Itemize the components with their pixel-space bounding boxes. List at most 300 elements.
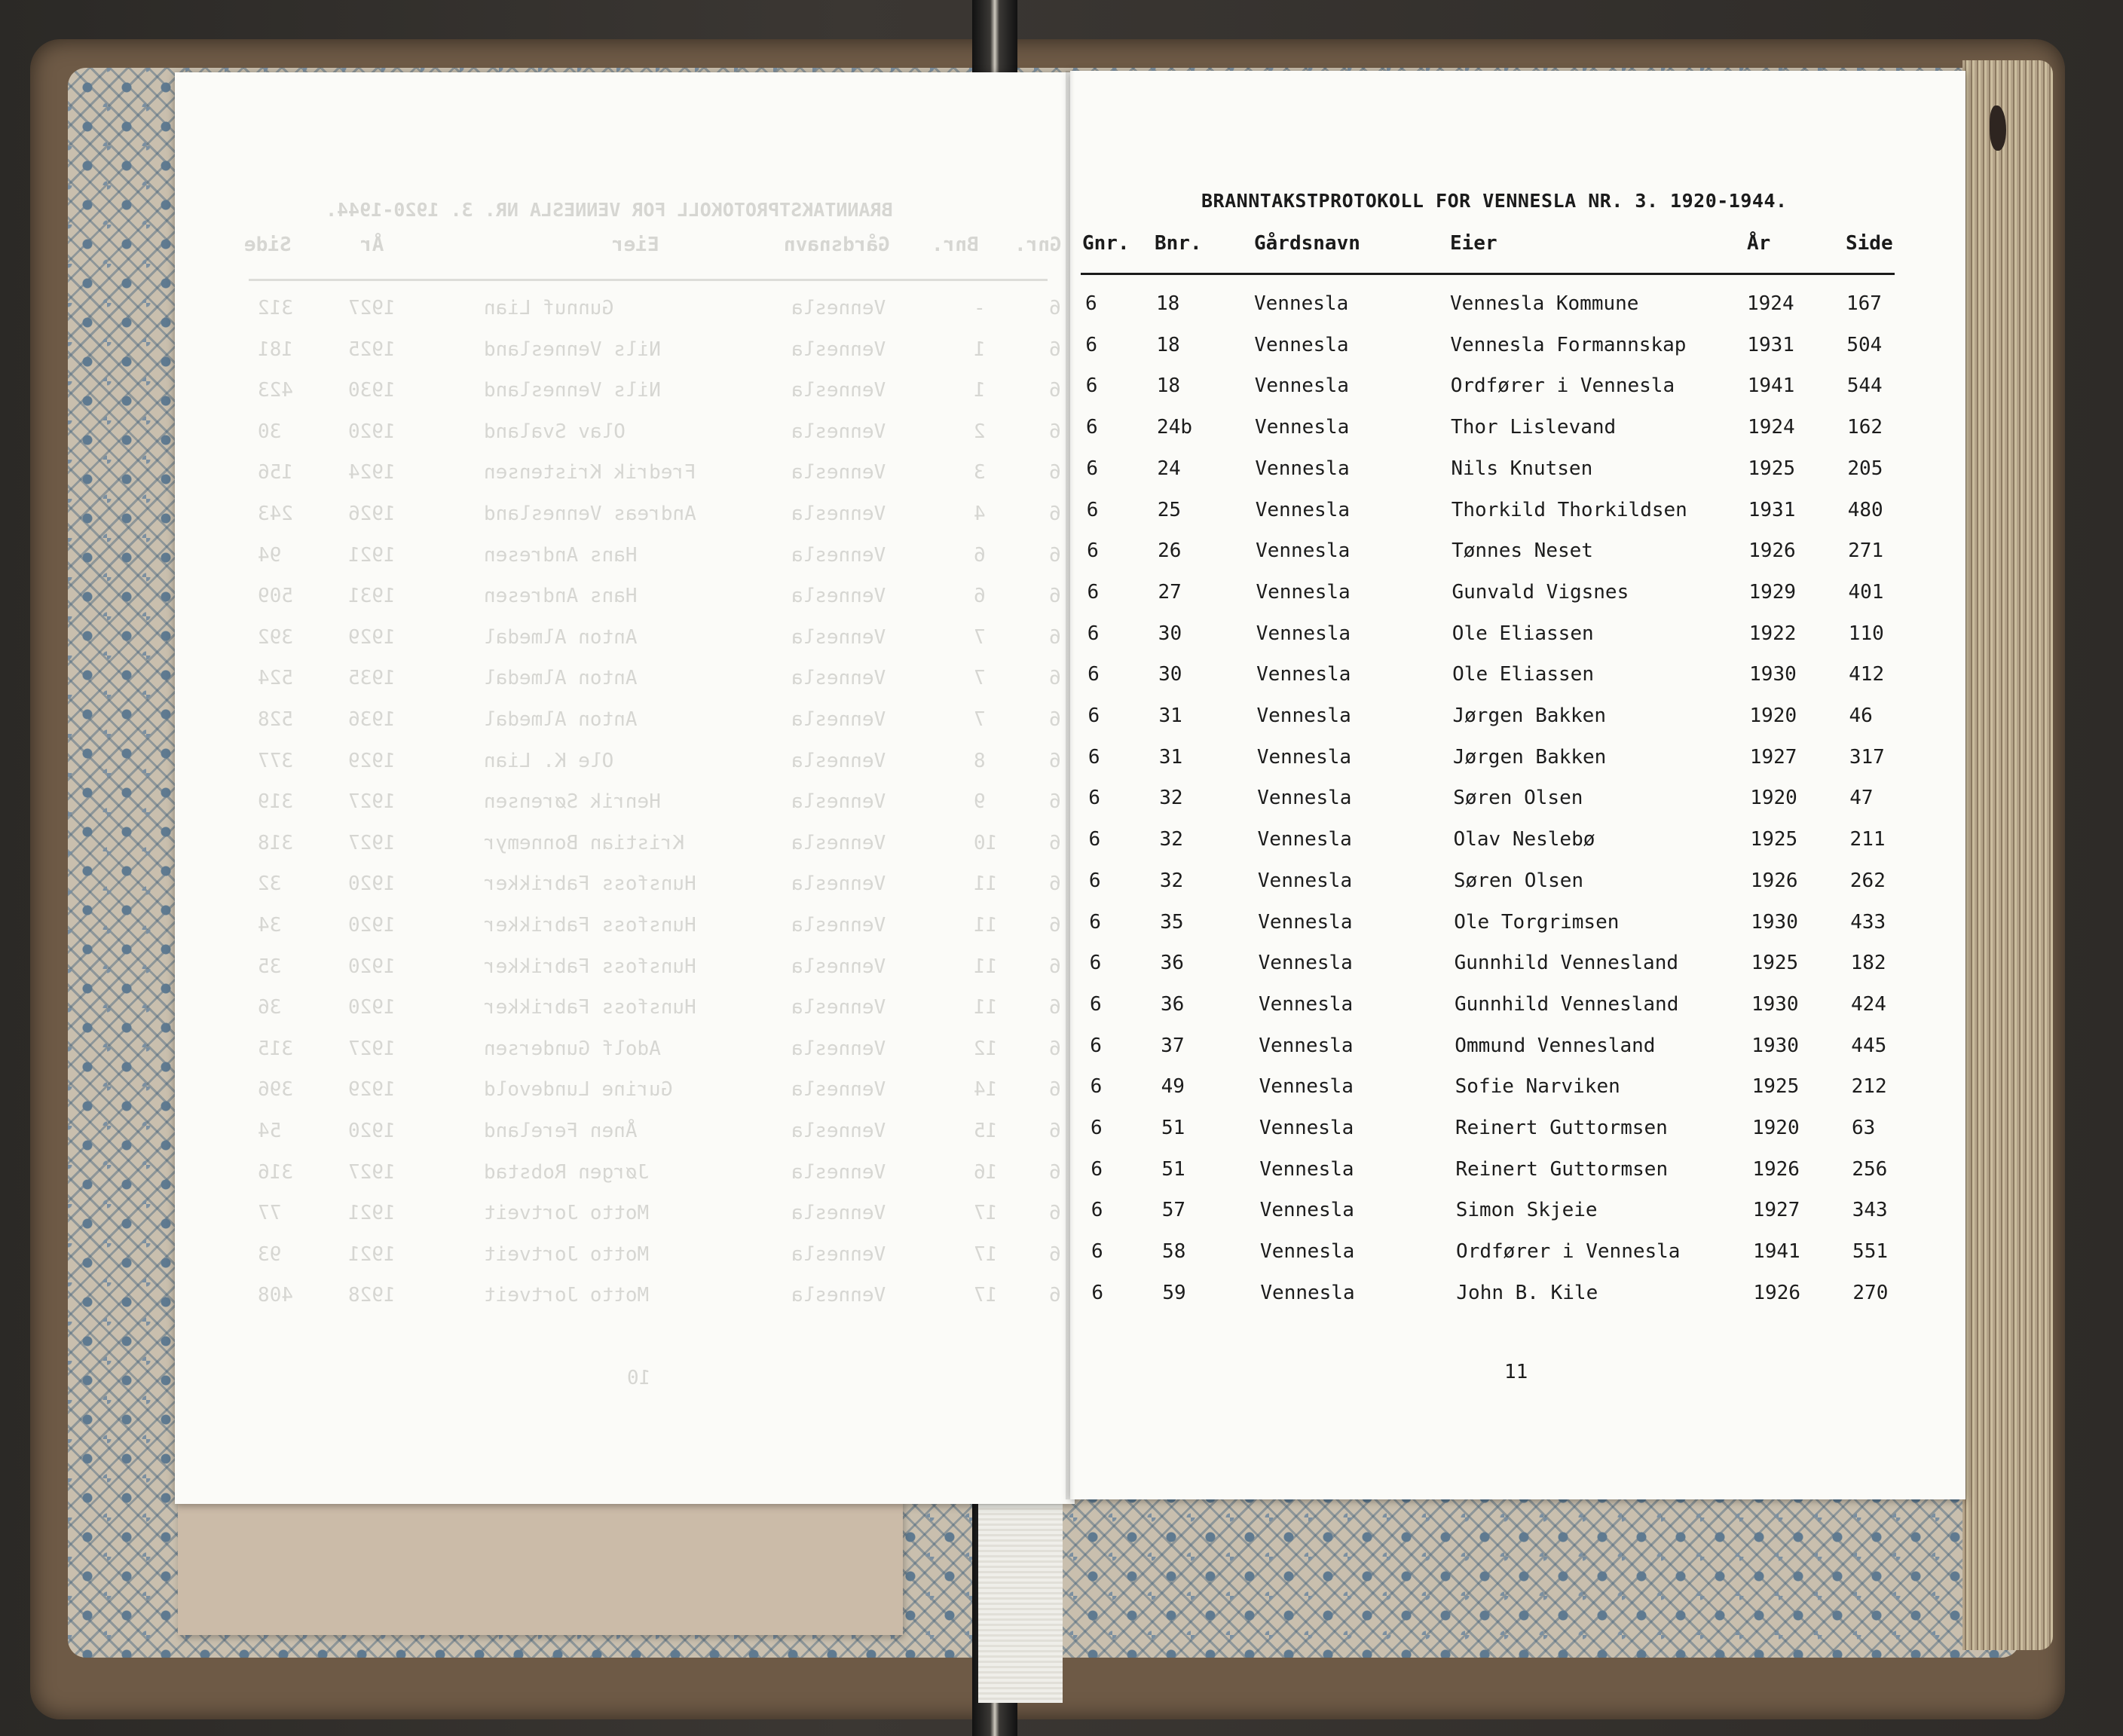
cell-eier: Søren Olsen: [1453, 787, 1583, 810]
showthrough-cell-gardsnavn: Vennesla: [791, 1242, 886, 1266]
showthrough-cell-gnr: 6: [1049, 1078, 1061, 1102]
cell-side: 504: [1846, 333, 1883, 356]
cell-eier: Simon Skjeie: [1455, 1199, 1598, 1222]
cell-bnr: 37: [1161, 1034, 1185, 1057]
showthrough-cell-gnr: 6: [1049, 338, 1061, 361]
showthrough-header-gnr: Gnr.: [1014, 234, 1062, 256]
showthrough-cell-ar: 1931: [348, 585, 396, 608]
cell-bnr: 30: [1158, 622, 1182, 645]
cell-eier: Gunvald Vigsnes: [1452, 580, 1629, 604]
showthrough-cell-bnr: 17: [974, 1202, 998, 1225]
cell-side: 480: [1847, 498, 1883, 521]
showthrough-cell-side: 423: [258, 379, 293, 402]
cell-ar: 1924: [1747, 292, 1794, 315]
showthrough-cell-bnr: 8: [974, 749, 986, 772]
showthrough-cell-ar: 1920: [348, 914, 396, 937]
cell-eier: Sofie Narviken: [1455, 1075, 1620, 1099]
cell-eier: John B. Kile: [1456, 1281, 1598, 1304]
showthrough-cell-gardsnavn: Vennesla: [791, 790, 886, 814]
cell-eier: Reinert Guttormsen: [1455, 1157, 1669, 1181]
showthrough-cell-eier: Jørgen Robstad: [484, 1160, 650, 1184]
showthrough-cell-side: 30: [258, 420, 282, 443]
cell-eier: Vennesla Kommune: [1450, 292, 1639, 315]
showthrough-cell-eier: Hunsfoss Fabrikker: [484, 914, 696, 937]
showthrough-cell-bnr: 10: [974, 831, 998, 854]
showthrough-cell-bnr: 16: [974, 1160, 998, 1184]
showthrough-cell-bnr: 6: [974, 543, 986, 567]
showthrough-cell-gnr: 6: [1049, 667, 1061, 690]
showthrough-cell-ar: 1920: [348, 873, 396, 896]
showthrough-cell-side: 528: [258, 708, 293, 731]
cell-ar: 1922: [1748, 622, 1797, 645]
showthrough-cell-bnr: 9: [974, 790, 986, 814]
cell-ar: 1926: [1750, 869, 1798, 892]
cell-bnr: 51: [1161, 1117, 1185, 1139]
showthrough-cell-eier: Gurine Lundevold: [484, 1078, 673, 1102]
cell-bnr: 31: [1158, 745, 1183, 769]
inserted-sheet-stub: [178, 1499, 903, 1635]
showthrough-cell-eier: Hunsfoss Fabrikker: [484, 873, 696, 896]
cell-ar: 1930: [1751, 1034, 1799, 1057]
showthrough-header-bnr: Bnr.: [931, 234, 979, 256]
showthrough-cell-eier: Henrik Sørensen: [484, 790, 661, 814]
showthrough-cell-bnr: 3: [974, 461, 986, 484]
cell-eier: Jørgen Bakken: [1452, 704, 1606, 727]
cell-ar: 1925: [1750, 828, 1798, 851]
showthrough-cell-gardsnavn: Vennesla: [791, 873, 886, 896]
header-gardsnavn: Gårdsnavn: [1254, 232, 1360, 255]
cell-gardsnavn: Vennesla: [1256, 622, 1351, 645]
showthrough-rule: [249, 279, 1048, 281]
cell-gnr: 6: [1086, 498, 1099, 521]
cell-eier: Ole Torgrimsen: [1454, 910, 1620, 934]
showthrough-cell-side: 93: [258, 1242, 282, 1266]
cell-side: 343: [1852, 1199, 1888, 1222]
showthrough-cell-gardsnavn: Vennesla: [791, 1202, 886, 1225]
showthrough-cell-bnr: 7: [974, 708, 986, 731]
cell-eier: Søren Olsen: [1453, 869, 1584, 892]
cell-eier: Thorkild Thorkildsen: [1451, 498, 1687, 521]
showthrough-cell-gardsnavn: Vennesla: [791, 1160, 886, 1184]
cell-eier: Nils Knutsen: [1451, 457, 1593, 480]
showthrough-cell-eier: Andreas Vennesland: [484, 503, 696, 525]
cell-gardsnavn: Vennesla: [1259, 1157, 1354, 1181]
header-gnr: Gnr.: [1082, 232, 1130, 255]
showthrough-cell-side: 94: [258, 543, 282, 567]
cell-ar: 1930: [1749, 663, 1797, 686]
showthrough-cell-side: 408: [258, 1284, 293, 1307]
showthrough-cell-gnr: 6: [1049, 996, 1061, 1019]
cell-ar: 1924: [1748, 416, 1795, 439]
cell-bnr: 18: [1156, 374, 1180, 398]
cell-gardsnavn: Vennesla: [1255, 416, 1350, 439]
showthrough-cell-gnr: 6: [1049, 1037, 1061, 1060]
cell-gardsnavn: Vennesla: [1259, 1075, 1354, 1099]
showthrough-page-number: 10: [627, 1367, 651, 1389]
header-bnr: Bnr.: [1155, 232, 1202, 255]
cell-ar: 1931: [1748, 498, 1796, 521]
showthrough-cell-gnr: 6: [1049, 831, 1061, 854]
cell-eier: Vennesla Formannskap: [1450, 333, 1687, 356]
showthrough-cell-gardsnavn: Vennesla: [791, 625, 886, 649]
cell-bnr: 24b: [1157, 416, 1193, 439]
cell-bnr: 18: [1156, 333, 1180, 356]
cell-bnr: 35: [1160, 910, 1184, 934]
showthrough-cell-ar: 1928: [348, 1284, 396, 1307]
cell-bnr: 27: [1158, 580, 1182, 604]
cell-gnr: 6: [1087, 622, 1100, 645]
showthrough-cell-side: 34: [258, 914, 282, 937]
showthrough-cell-gnr: 6: [1049, 543, 1061, 567]
cell-eier: Ordfører i Vennesla: [1456, 1240, 1681, 1264]
cell-bnr: 31: [1158, 704, 1182, 727]
cell-side: 256: [1852, 1157, 1888, 1181]
cell-gardsnavn: Vennesla: [1260, 1240, 1355, 1264]
showthrough-cell-eier: Olav Svaland: [484, 420, 626, 443]
cell-gnr: 6: [1086, 416, 1098, 439]
cell-ar: 1930: [1751, 992, 1799, 1016]
cell-gnr: 6: [1088, 828, 1101, 851]
cell-side: 63: [1852, 1117, 1876, 1139]
showthrough-cell-gardsnavn: Vennesla: [791, 379, 886, 402]
showthrough-heading: BRANNTAKSTPROTOKOLL FOR VENNESLA NR. 3. 1920-1944.: [326, 199, 893, 221]
left-page: [175, 72, 1075, 1504]
cell-gnr: 6: [1091, 1281, 1104, 1304]
showthrough-cell-bnr: 14: [974, 1078, 998, 1102]
showthrough-cell-ar: 1920: [348, 1120, 396, 1142]
showthrough-cell-side: 312: [258, 297, 293, 319]
cell-ar: 1929: [1748, 580, 1797, 604]
showthrough-cell-eier: Motto Jortveit: [484, 1242, 650, 1266]
showthrough-cell-bnr: 2: [974, 420, 986, 443]
showthrough-cell-gnr: 6: [1049, 1160, 1061, 1184]
cell-ar: 1920: [1750, 787, 1797, 810]
cell-bnr: 49: [1161, 1075, 1185, 1099]
showthrough-cell-bnr: 12: [974, 1037, 998, 1060]
showthrough-cell-bnr: 1: [974, 338, 986, 361]
showthrough-header-ar: År: [360, 234, 384, 256]
cell-gnr: 6: [1088, 787, 1100, 810]
showthrough-cell-gardsnavn: Vennesla: [791, 420, 886, 443]
cell-eier: Ommund Vennesland: [1455, 1034, 1656, 1057]
cell-bnr: 51: [1161, 1157, 1185, 1181]
showthrough-cell-gardsnavn: Vennesla: [791, 667, 886, 690]
cell-gnr: 6: [1087, 580, 1100, 604]
showthrough-cell-ar: 1936: [348, 708, 396, 731]
showthrough-cell-gardsnavn: Vennesla: [791, 543, 886, 567]
cell-gnr: 6: [1091, 1199, 1103, 1222]
cell-gardsnavn: Vennesla: [1258, 992, 1354, 1016]
cell-side: 262: [1849, 869, 1886, 892]
cell-ar: 1925: [1751, 1075, 1800, 1099]
showthrough-cell-ar: 1929: [348, 1078, 396, 1102]
cell-gardsnavn: Vennesla: [1256, 580, 1351, 604]
cell-gnr: 6: [1091, 1240, 1103, 1264]
cell-eier: Thor Lislevand: [1451, 416, 1617, 439]
cell-side: 46: [1849, 704, 1873, 727]
showthrough-cell-side: 54: [258, 1120, 282, 1142]
showthrough-cell-bnr: 17: [974, 1242, 998, 1266]
cell-gnr: 6: [1088, 745, 1100, 769]
showthrough-cell-eier: Motto Jortveit: [484, 1202, 650, 1225]
showthrough-cell-gnr: 6: [1049, 749, 1061, 772]
cell-eier: Olav Neslebø: [1453, 828, 1595, 851]
cell-side: 317: [1849, 745, 1885, 769]
cell-bnr: 32: [1159, 869, 1184, 892]
showthrough-cell-ar: 1925: [348, 338, 396, 361]
showthrough-cell-side: 315: [258, 1037, 293, 1060]
cell-gardsnavn: Vennesla: [1259, 1117, 1354, 1139]
showthrough-cell-ar: 1927: [348, 1160, 396, 1184]
cell-gardsnavn: Vennesla: [1259, 1199, 1354, 1222]
showthrough-cell-side: 319: [258, 790, 293, 814]
showthrough-cell-ar: 1921: [348, 1242, 396, 1266]
showthrough-cell-gnr: 6: [1049, 420, 1061, 443]
showthrough-cell-ar: 1927: [348, 790, 396, 814]
cell-bnr: 24: [1157, 457, 1181, 480]
showthrough-cell-bnr: 11: [974, 996, 998, 1019]
cell-eier: Gunnhild Vennesland: [1454, 992, 1679, 1016]
showthrough-cell-ar: 1920: [348, 955, 396, 978]
showthrough-cell-ar: 1921: [348, 543, 396, 567]
cell-side: 424: [1850, 992, 1886, 1016]
showthrough-cell-side: 524: [258, 667, 293, 690]
showthrough-header-gardsnavn: Gårdsnavn: [784, 234, 890, 256]
showthrough-cell-gnr: 6: [1049, 585, 1061, 608]
showthrough-cell-gardsnavn: Vennesla: [791, 1037, 886, 1060]
showthrough-cell-side: 156: [258, 461, 293, 484]
showthrough-cell-gardsnavn: Vennesla: [791, 461, 886, 484]
cell-bnr: 59: [1162, 1281, 1186, 1304]
showthrough-cell-bnr: 11: [974, 914, 998, 937]
showthrough-cell-bnr: 17: [974, 1284, 998, 1307]
cell-side: 205: [1847, 457, 1883, 480]
page-edges: [1962, 60, 2053, 1650]
cell-side: 211: [1849, 828, 1886, 851]
showthrough-cell-bnr: 7: [974, 625, 986, 649]
showthrough-cell-gardsnavn: Vennesla: [791, 831, 886, 854]
showthrough-cell-ar: 1930: [348, 379, 396, 402]
showthrough-cell-gardsnavn: Vennesla: [791, 1284, 886, 1307]
cell-eier: Jørgen Bakken: [1452, 745, 1607, 769]
showthrough-cell-gardsnavn: Vennesla: [791, 297, 886, 319]
cell-gardsnavn: Vennesla: [1255, 498, 1350, 521]
showthrough-cell-gnr: 6: [1049, 1242, 1061, 1266]
showthrough-cell-ar: 1927: [348, 297, 396, 319]
showthrough-cell-gnr: 6: [1049, 1284, 1061, 1307]
cell-gnr: 6: [1090, 1034, 1102, 1057]
cell-bnr: 32: [1159, 787, 1183, 810]
cell-ar: 1920: [1749, 704, 1797, 727]
showthrough-cell-bnr: 7: [974, 667, 986, 690]
spine-tape: [978, 1499, 1063, 1703]
cell-gnr: 6: [1089, 992, 1102, 1016]
showthrough-cell-side: 35: [258, 955, 282, 978]
cell-ar: 1930: [1751, 910, 1798, 934]
showthrough-header-side: Side: [244, 234, 292, 256]
cell-gnr: 6: [1085, 374, 1098, 398]
cell-ar: 1926: [1752, 1157, 1800, 1181]
showthrough-cell-eier: Hunsfoss Fabrikker: [484, 955, 696, 978]
cell-gnr: 6: [1086, 457, 1099, 480]
showthrough-cell-gardsnavn: Vennesla: [791, 585, 886, 608]
cell-gardsnavn: Vennesla: [1256, 663, 1351, 686]
showthrough-cell-gnr: 6: [1049, 461, 1061, 484]
cell-gardsnavn: Vennesla: [1258, 910, 1353, 934]
cell-ar: 1925: [1748, 457, 1796, 480]
showthrough-cell-eier: Fredrik Kristensen: [484, 461, 696, 484]
cell-bnr: 36: [1160, 992, 1185, 1016]
cell-ar: 1926: [1753, 1281, 1801, 1304]
cell-eier: Ole Eliassen: [1452, 622, 1594, 645]
cell-gardsnavn: Vennesla: [1256, 539, 1351, 563]
showthrough-cell-eier: Adolf Gundersen: [484, 1037, 661, 1060]
showthrough-cell-bnr: 6: [974, 585, 986, 608]
showthrough-cell-ar: 1920: [348, 420, 396, 443]
cell-ar: 1931: [1747, 333, 1794, 356]
showthrough-cell-gardsnavn: Vennesla: [791, 996, 886, 1019]
showthrough-cell-side: 36: [258, 996, 282, 1019]
showthrough-cell-gardsnavn: Vennesla: [791, 338, 886, 361]
showthrough-cell-ar: 1924: [348, 461, 396, 484]
showthrough-cell-eier: Hans Andresen: [484, 543, 638, 567]
showthrough-cell-gardsnavn: Vennesla: [791, 1078, 886, 1102]
showthrough-cell-gnr: 6: [1049, 914, 1061, 937]
showthrough-cell-ar: 1926: [348, 503, 396, 525]
cell-side: 270: [1852, 1281, 1889, 1304]
showthrough-cell-eier: Motto Jortveit: [484, 1284, 650, 1307]
showthrough-cell-bnr: -: [974, 297, 986, 319]
showthrough-cell-gnr: 6: [1049, 955, 1061, 978]
showthrough-cell-side: 377: [258, 749, 293, 772]
cell-gardsnavn: Vennesla: [1257, 787, 1352, 810]
cell-gnr: 6: [1085, 333, 1097, 356]
showthrough-cell-gnr: 6: [1049, 873, 1061, 896]
showthrough-header-eier: Eier: [612, 234, 659, 256]
showthrough-cell-gnr: 6: [1049, 708, 1061, 731]
showthrough-cell-ar: 1929: [348, 625, 396, 649]
showthrough-cell-side: 316: [258, 1160, 293, 1184]
showthrough-cell-eier: Gunnuf Lian: [484, 297, 614, 319]
cell-ar: 1941: [1753, 1240, 1800, 1264]
showthrough-cell-ar: 1927: [348, 1037, 396, 1060]
showthrough-cell-side: 318: [258, 831, 293, 854]
cell-eier: Reinert Guttormsen: [1455, 1117, 1668, 1139]
showthrough-cell-gnr: 6: [1049, 1202, 1061, 1225]
showthrough-cell-side: 509: [258, 585, 293, 608]
showthrough-cell-eier: Kristian Bonnemyr: [484, 831, 685, 854]
showthrough-cell-ar: 1929: [348, 749, 396, 772]
showthrough-cell-gnr: 6: [1049, 790, 1061, 814]
showthrough-cell-side: 396: [258, 1078, 293, 1102]
showthrough-cell-gardsnavn: Vennesla: [791, 955, 886, 978]
cell-bnr: 30: [1158, 663, 1182, 686]
showthrough-cell-ar: 1921: [348, 1202, 396, 1225]
showthrough-cell-gardsnavn: Vennesla: [791, 708, 886, 731]
cell-side: 544: [1846, 374, 1883, 398]
cell-ar: 1927: [1749, 745, 1797, 769]
cell-gnr: 6: [1087, 539, 1099, 563]
showthrough-cell-gnr: 6: [1049, 379, 1061, 402]
cell-gnr: 6: [1091, 1157, 1103, 1181]
showthrough-cell-ar: 1920: [348, 996, 396, 1019]
cell-ar: 1925: [1751, 952, 1799, 975]
showthrough-cell-gnr: 6: [1049, 625, 1061, 649]
page-number: 11: [1504, 1361, 1528, 1383]
cell-side: 551: [1852, 1240, 1889, 1264]
cell-ar: 1927: [1752, 1199, 1800, 1222]
showthrough-cell-gardsnavn: Vennesla: [791, 914, 886, 937]
cell-gardsnavn: Vennesla: [1257, 869, 1353, 892]
cell-gardsnavn: Vennesla: [1256, 704, 1351, 727]
cell-gardsnavn: Vennesla: [1258, 952, 1353, 975]
header-ar: År: [1747, 232, 1771, 255]
cell-gnr: 6: [1089, 952, 1102, 975]
showthrough-cell-eier: Anton Almedal: [484, 625, 638, 649]
showthrough-cell-gardsnavn: Vennesla: [791, 503, 886, 525]
cell-ar: 1941: [1747, 374, 1795, 398]
header-side: Side: [1846, 232, 1893, 255]
showthrough-cell-bnr: 15: [974, 1120, 998, 1142]
cell-bnr: 57: [1161, 1199, 1185, 1222]
cell-gnr: 6: [1085, 292, 1097, 315]
cell-bnr: 36: [1160, 952, 1184, 975]
cell-gnr: 6: [1090, 1075, 1103, 1099]
header-eier: Eier: [1450, 232, 1497, 255]
cell-ar: 1926: [1748, 539, 1796, 563]
showthrough-cell-eier: Hunsfoss Fabrikker: [484, 996, 696, 1019]
cell-side: 47: [1849, 787, 1874, 810]
showthrough-cell-ar: 1927: [348, 831, 396, 854]
cell-eier: Tønnes Neset: [1452, 539, 1593, 563]
showthrough-cell-side: 392: [258, 625, 293, 649]
showthrough-cell-gnr: 6: [1049, 1120, 1061, 1142]
cell-bnr: 25: [1157, 498, 1182, 521]
cell-gnr: 6: [1089, 910, 1101, 934]
cell-side: 445: [1851, 1034, 1887, 1057]
showthrough-cell-bnr: 11: [974, 955, 998, 978]
cell-bnr: 58: [1162, 1240, 1186, 1264]
showthrough-cell-bnr: 4: [974, 503, 986, 525]
showthrough-cell-gnr: 6: [1049, 503, 1061, 525]
cell-gnr: 6: [1088, 663, 1100, 686]
showthrough-cell-side: 243: [258, 503, 293, 525]
cell-eier: Gunnhild Vennesland: [1454, 952, 1679, 975]
cell-bnr: 18: [1156, 292, 1180, 315]
cell-gardsnavn: Vennesla: [1254, 374, 1349, 398]
showthrough-cell-eier: Ånen Fereland: [484, 1120, 638, 1142]
cell-side: 167: [1846, 292, 1882, 315]
cell-side: 401: [1848, 580, 1884, 604]
cell-side: 271: [1848, 539, 1884, 563]
showthrough-cell-eier: Nils Vennesland: [484, 379, 661, 402]
cell-side: 212: [1851, 1075, 1887, 1099]
showthrough-cell-side: 181: [258, 338, 293, 361]
showthrough-cell-eier: Anton Almedal: [484, 667, 638, 690]
showthrough-cell-gardsnavn: Vennesla: [791, 1120, 886, 1142]
showthrough-cell-gnr: 6: [1049, 297, 1061, 319]
cell-side: 162: [1847, 416, 1883, 439]
cell-bnr: 26: [1158, 539, 1182, 563]
showthrough-cell-eier: Hans Andresen: [484, 585, 638, 608]
cell-side: 182: [1850, 952, 1886, 975]
cell-gnr: 6: [1088, 704, 1100, 727]
cell-gnr: 6: [1088, 869, 1101, 892]
showthrough-cell-side: 77: [258, 1202, 282, 1225]
cell-gardsnavn: Vennesla: [1254, 333, 1349, 356]
showthrough-cell-gardsnavn: Vennesla: [791, 749, 886, 772]
cell-gardsnavn: Vennesla: [1255, 457, 1350, 480]
